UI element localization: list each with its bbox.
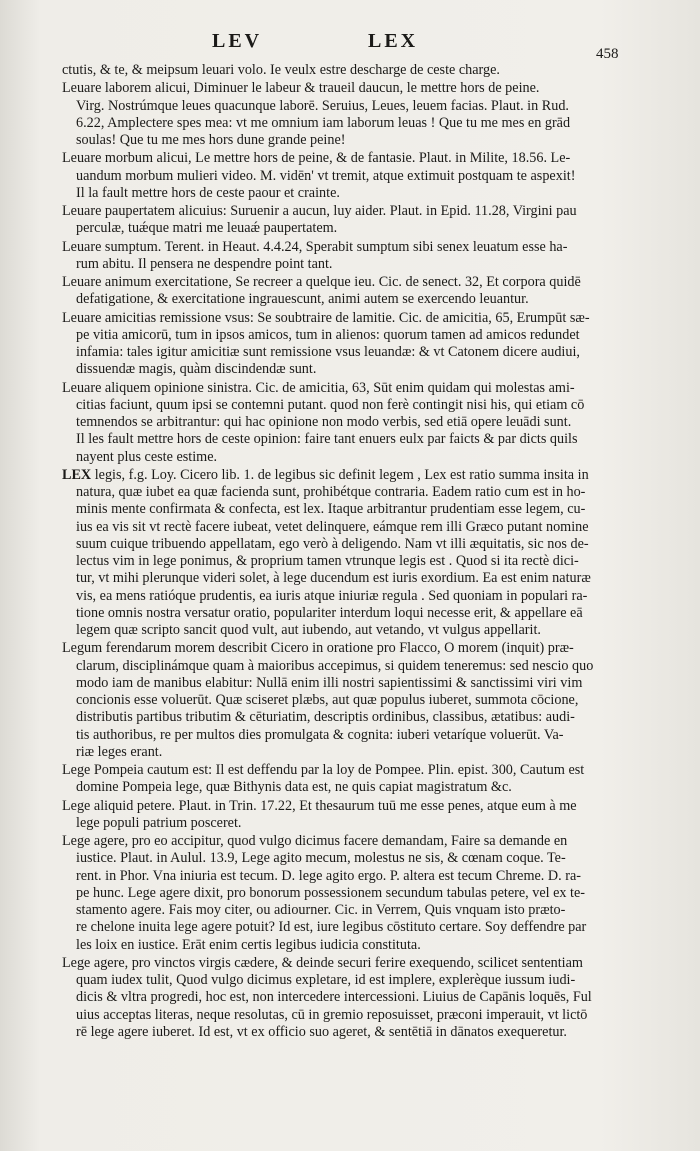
entry-line: lectus vim in lege ponimus, & proprium tamen vtrunque legis est . Quod si ita rectè dici- [76, 553, 579, 569]
dictionary-entry [62, 80, 630, 149]
entry-line: Il la fault mettre hors de ceste paour et crainte. [76, 184, 340, 201]
entry-line: perculæ, tuǽque matri me leuaǽ paupertatem. [76, 220, 338, 237]
entry-line: 6.22, Amplectere spes mea: vt me omnium iam laborum leuas ! Que tu me mes en grād [76, 114, 571, 131]
running-header [0, 30, 700, 60]
dictionary-entry [62, 62, 630, 79]
entry-line: pe hunc. Lege agere dixit, pro bonorum possessionem secundum tabulas petere, vel ex te- [76, 884, 586, 901]
entry-line: tione omnis nostra versatur oratio, populariter interdum loqui necesse erit, & appellare eā [76, 604, 583, 621]
headword: LEX [62, 466, 92, 483]
entry-line: quam iudex tulit, Quod vulgo dicimus expletare, id est implere, explerèque iussum iudi- [76, 972, 576, 988]
dictionary-entry [62, 203, 630, 238]
entry-line: Lege agere, pro vinctos virgis cædere, & deinde securi ferire exequendo, scilicet sententiam [62, 954, 583, 971]
entry-line: Il les fault mettre hors de ceste opinion: faire tant enuers eulx par faicts & par dicts quils [76, 431, 578, 448]
entry-line: tur, vt mihi plerunque videri solet, à lege ducendum est iuris exordium. Ea est enim naturæ [76, 570, 591, 587]
entry-line: les loix en iustice. Erāt enim certis legibus iudicia constituta. [76, 936, 421, 953]
entry-line: Leuare amicitias remissione vsus: Se soubtraire de lamitie. Cic. de amicitia, 65, Erumpūt sæ- [62, 309, 590, 326]
entry-line: temnendos se arbitrantur: qui hac opinione non modo verbis, sed etiā opere leuādi sunt. [76, 414, 572, 430]
dictionary-entry [62, 274, 630, 309]
header-left-word: LEV [212, 30, 263, 52]
dictionary-entry [62, 798, 630, 833]
entry-line: Virg. Nostrúmque leues quacunque laborē. Seruius, Leues, leuem facias. Plaut. in Rud. [76, 97, 569, 114]
entry-line: Lege Pompeia cautum est: Il est deffendu par la loy de Pompee. Plin. epist. 300, Cautum est [62, 762, 585, 778]
dictionary-entry [62, 762, 630, 797]
entry-line: ctutis, & te, & meipsum leuari volo. Ie veulx estre descharge de ceste charge. [62, 62, 500, 78]
dictionary-entry [62, 380, 630, 466]
entry-line: ius ea vis sit vt rectè facere iubeat, vetet delinquere, eámque rem illi Græco putant nomine [76, 518, 589, 535]
entry-line: dicis & vltra progredi, hoc est, non intercedere intercessioni. Liuius de Capānis loquēs, Ful [76, 989, 592, 1006]
main-headword-entry [62, 467, 630, 640]
entry-line: LEX legis, f.g. Loy. Cicero lib. 1. de legibus sic definit legem , Lex est ratio summa insita in [62, 466, 589, 483]
entry-line: dissuendæ magis, quàm discindendæ sunt. [76, 361, 317, 378]
header-right-word: LEX [368, 30, 419, 52]
entry-line: modo iam de manibus elabitur: Nullā enim illi nostri sapientissimi & sanctissimi viri vim [76, 674, 583, 691]
entry-line: uius acceptas literas, neque resolutas, cū in gremio reposuisset, præconi imperauit, vt lictō [76, 1006, 588, 1023]
entry-line: Leuare sumptum. Terent. in Heaut. 4.4.24, Sperabit sumptum sibi senex leuatum esse ha- [62, 238, 568, 255]
dictionary-entry [62, 310, 630, 379]
dictionary-entry [62, 640, 630, 761]
entry-line: soulas! Que tu me mes hors dune grande peine! [76, 132, 346, 148]
entry-line: riæ leges erant. [76, 743, 163, 760]
entry-line: iustice. Plaut. in Aulul. 13.9, Lege agito mecum, molestus ne sis, & cœnam coque. Te- [76, 850, 566, 867]
entry-line: citias faciunt, quum ipsi se contemni putant. quod non ferè contingit nisi his, qui etiam cō [76, 396, 585, 413]
entry-line: stamento agere. Fais moy citer, ou adiourner. Cic. in Verrem, Quis vnquam isto præto- [76, 902, 566, 918]
entry-line: Lege agere, pro eo accipitur, quod vulgo dicimus facere demandam, Faire sa demande en [62, 833, 568, 849]
entry-line: defatigatione, & exercitatione ingrauescunt, animi autem se exercendo leuantur. [76, 291, 529, 308]
entry-line: vis, ea mens ratióque prudentis, ea iuris atque iniuriæ regula . Sed quoniam in populari ra- [76, 587, 588, 604]
entry-line: nayent plus ceste estime. [76, 448, 218, 465]
entry-line: lege populi patrium posceret. [76, 814, 242, 831]
entry-line: tis authoribus, re per multos dies promulgata & cognita: iuberi vetaríque voluerūt. Va- [76, 726, 564, 743]
entry-line: Legum ferendarum morem describit Cicero in oratione pro Flacco, O morem (inquit) præ- [62, 640, 574, 657]
dictionary-entry [62, 955, 630, 1041]
entry-line: Leuare paupertatem alicuius: Suruenir a aucun, luy aider. Plaut. in Epid. 11.28, Virgini pau [62, 203, 577, 219]
entry-line: re chelone inuita lege agere potuit? Id est, iure legibus cōstituto certare. Soy deffendre par [76, 919, 587, 936]
entry-line: pe vitia amicorū, tum in ipsos amicos, tum in alienos: quorum tamen ad amicos redundet [76, 326, 580, 343]
entry-line: legem quæ scripto sancit quod vult, aut iubendo, aut vetando, vt vulgus appellarit. [76, 622, 541, 638]
entry-line: Leuare animum exercitatione, Se recreer a quelque ieu. Cic. de senect. 32, Et corpora quidē [62, 274, 581, 290]
entry-line: Leuare laborem alicui, Diminuer le labeur & traueil daucun, le mettre hors de peine. [62, 80, 540, 97]
entry-line: natura, quæ iubet ea quæ facienda sunt, prohibétque contraria. Eadem ratio cum est in ho- [76, 484, 586, 500]
page-number: 458 [596, 46, 619, 62]
dictionary-entry [62, 239, 630, 274]
entry-line: infamia: tales igitur amicitiæ sunt remissione vsus leuandæ: & vt Catonem dicere audiui, [76, 344, 580, 360]
entry-line: Lege aliquid petere. Plaut. in Trin. 17.22, Et thesaurum tuū me esse penes, atque eum à me [62, 797, 577, 814]
entry-line: rent. in Phor. Vna iniuria est tecum. D. lege agito ergo. P. altera est tecum Chreme. D. ra- [76, 867, 581, 884]
entry-line: minis mente confirmata & confecta, est lex. Itaque arbitrantur prudentiam esse legem, cu- [76, 501, 586, 518]
entry-line: domine Pompeia lege, quæ Bithynis data est, ne quis capiat magistratum &c. [76, 779, 512, 796]
entry-line: rē lege agere iuberet. Id est, vt ex officio suo ageret, & sentētiā in dānatos exequeretur. [76, 1023, 567, 1040]
entry-line: uandum morbum mulieri video. M. vidēn' vt tremit, atque extimuit postquam te aspexit! [76, 167, 576, 184]
dictionary-entry [62, 833, 630, 954]
entry-line: distributis partibus tributim & cēturiatim, descriptis ordinibus, classibus, ætatibus: audi- [76, 709, 575, 726]
entry-line: rum abitu. Il pensera ne despendre point tant. [76, 255, 333, 272]
entry-line: clarum, disciplinámque quam à maioribus accepimus, si quidem teneremus: sed nescio quo [76, 657, 594, 674]
dictionary-text [62, 62, 630, 1042]
entry-line: suum cuique tribuendo appellatam, ego verò à deligendo. Nam vt illi æquitatis, sic nos de- [76, 535, 589, 552]
entry-line: Leuare aliquem opinione sinistra. Cic. de amicitia, 63, Sūt enim quidam qui molestas ami- [62, 379, 575, 396]
entry-line: Leuare morbum alicui, Le mettre hors de peine, & de fantasie. Plaut. in Milite, 18.56. Le- [62, 150, 571, 167]
entry-line: concionis esse voluerūt. Quæ sciseret plæbs, aut quæ populus iuberet, summota cōcione, [76, 692, 579, 708]
dictionary-entry [62, 150, 630, 202]
